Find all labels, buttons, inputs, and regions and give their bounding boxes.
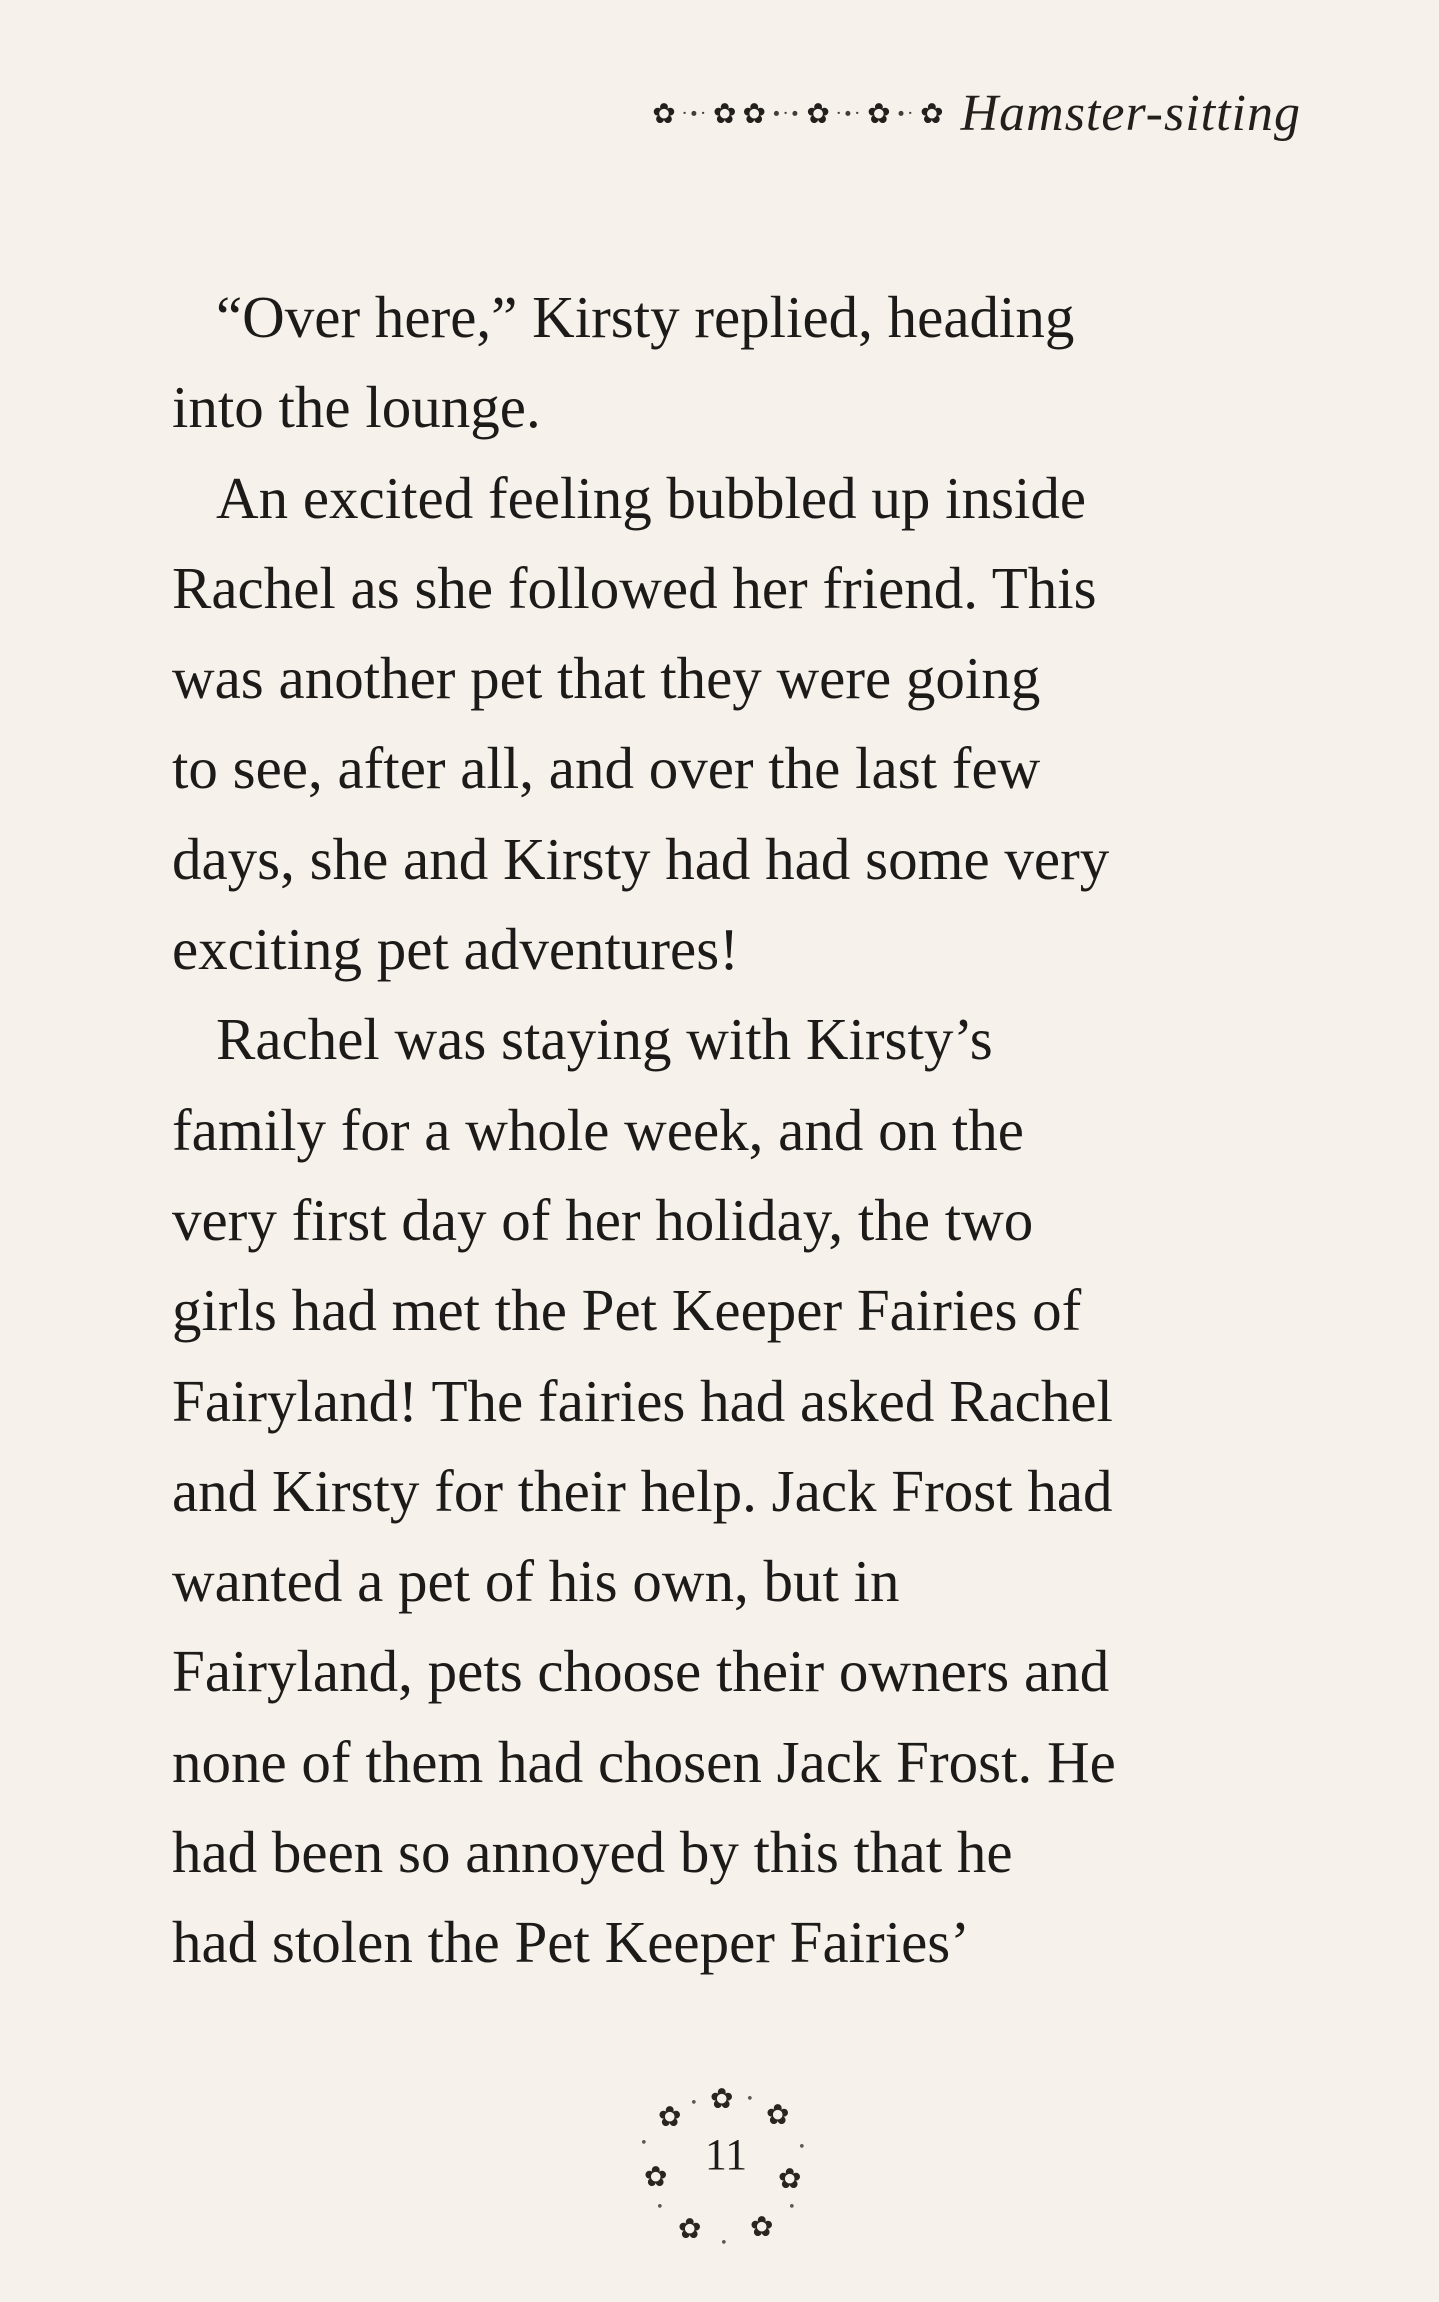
text-line: none of them had chosen Jack Frost. He [172,1728,1116,1795]
flower-icon: ✿ [658,2100,682,2133]
text-line: exciting pet adventures! [172,916,739,983]
sparkle-dots-icon: ∙·∙ [771,103,802,124]
text-line: “Over here,” Kirsty replied, heading [216,284,1075,350]
flower-icon: ✿ [806,97,831,130]
text-line: and Kirsty for their help. Jack Frost had [172,1457,1113,1524]
text-line: An excited feeling bubbled up inside [216,464,1087,531]
flower-icon: ✿ [778,2162,802,2195]
text-line: very first day of her holiday, the two [172,1186,1034,1253]
header-flower-ornament [652,97,945,130]
text-line: Rachel was staying with Kirsty’s [216,1006,993,1073]
text-line: family for a whole week, and on the [172,1096,1024,1163]
sparkle-dot-icon: • [788,2200,796,2215]
flower-icon: ✿ [652,97,677,130]
text-line: to see, after all, and over the last few [172,735,1041,802]
sparkle-dot-icon: • [656,2200,664,2215]
sparkle-dot-icon: • [640,2136,648,2151]
flower-icon: ✿ [710,2082,734,2115]
text-line: had stolen the Pet Keeper Fairies’ [172,1909,970,1976]
flower-icon: ✿ [678,2212,702,2245]
page-body-text [172,272,1312,1988]
flower-icon: ✿ [867,97,892,130]
text-line: into the lounge. [172,374,541,441]
flower-icon: ✿ [644,2160,668,2193]
text-line: girls had met the Pet Keeper Fairies of [172,1277,1082,1344]
text-line: Fairyland, pets choose their owners and [172,1638,1110,1705]
sparkle-dots-icon: ∙· [896,103,916,124]
running-header [652,85,1301,142]
text-line: wanted a pet of his own, but in [172,1548,900,1615]
sparkle-dot-icon: • [746,2092,754,2107]
chapter-title: Hamster-sitting [960,85,1301,142]
text-line: Rachel as she followed her friend. This [172,554,1097,621]
page-number: 11 [704,2130,748,2179]
sparkle-dots-icon: ·∙· [681,103,709,124]
flower-icon: ✿ [742,97,767,130]
page-number-ornament [638,2083,814,2263]
flower-icon: ✿ [750,2210,774,2243]
flower-icon: ✿ [766,2098,790,2131]
sparkle-dot-icon: • [798,2140,806,2155]
flower-icon: ✿ [920,97,945,130]
text-line: was another pet that they were going [172,645,1041,712]
flower-icon: ✿ [713,97,738,130]
sparkle-dots-icon: ·∙· [835,103,863,124]
sparkle-dot-icon: • [720,2236,728,2251]
text-line: days, she and Kirsty had had some very [172,825,1110,892]
sparkle-dot-icon: • [690,2096,698,2111]
text-line: had been so annoyed by this that he [172,1819,1013,1886]
text-line: Fairyland! The fairies had asked Rachel [172,1367,1113,1434]
